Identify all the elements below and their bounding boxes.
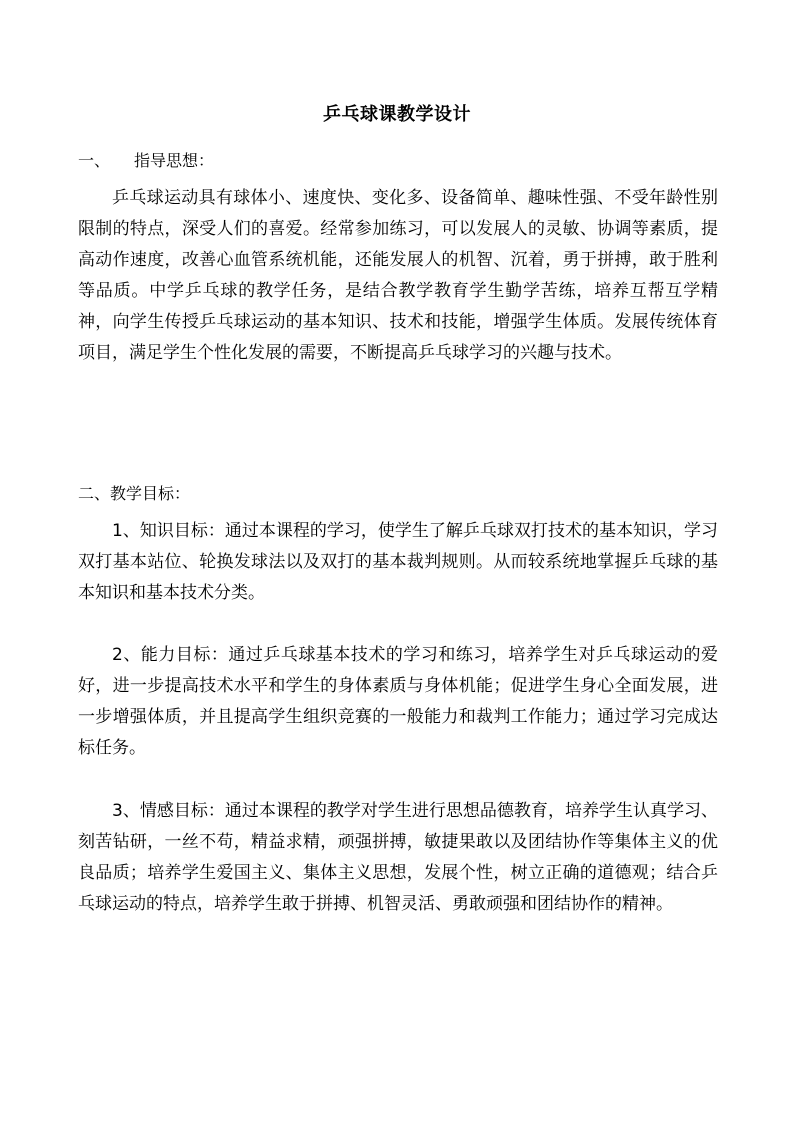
section1-paragraph: 乒乓球运动具有球体小、速度快、变化多、设备简单、趣味性强、不受年龄性别限制的特点，深受人们的喜爱。经常参加练习，可以发展人的灵敏、协调等素质，提高动作速度，改善心血管系统机能，还能发展人的机智、沉着，勇于拼搏，敢于胜利等品质。中学乒乓球的教学任务，是结合教学教育学生勤学苦练，培养互帮互学精神，向学生传授乒乓球运动的基本知识、技术和技能，增强学生体质。发展传统体育项目，满足学生个性化发展的需要，不断提高乒乓球学习的兴趣与技术。 [78,188,718,363]
section1-number: 一、 [78,151,111,170]
objective-emotion: 3、情感目标：通过本课程的教学对学生进行思想品德教育，培养学生认真学习、刻苦钻研，一丝不苟，精益求精，顽强拼搏，敏捷果敢以及团结协作等集体主义的优良品质；培养学生爱国主义、集体主义思想，发展个性，树立正确的道德观；结合乒乓球运动的特点，培养学生敢于拼搏、机智灵活、勇敢顽强和团结协作的精神。 [78,801,718,914]
section2-heading: 二、教学目标： [78,484,191,503]
section1-heading [78,149,214,173]
document-title: 乒乓球课教学设计 [323,104,471,125]
objective-knowledge: 1、知识目标：通过本课程的学习，使学生了解乒乓球双打技术的基本知识，学习双打基本站位、轮换发球法以及双打的基本裁判规则。从而较系统地掌握乒乓球的基本知识和基本技术分类。 [78,521,718,603]
objective-ability: 2、能力目标：通过乒乓球基本技术的学习和练习，培养学生对乒乓球运动的爱好，进一步提高技术水平和学生的身体素质与身体机能；促进学生身心全面发展，进一步增强体质，并且提高学生组织竞赛的一般能力和裁判工作能力；通过学习完成达标任务。 [78,645,718,758]
section1-heading-text: 指导思想： [134,151,215,170]
